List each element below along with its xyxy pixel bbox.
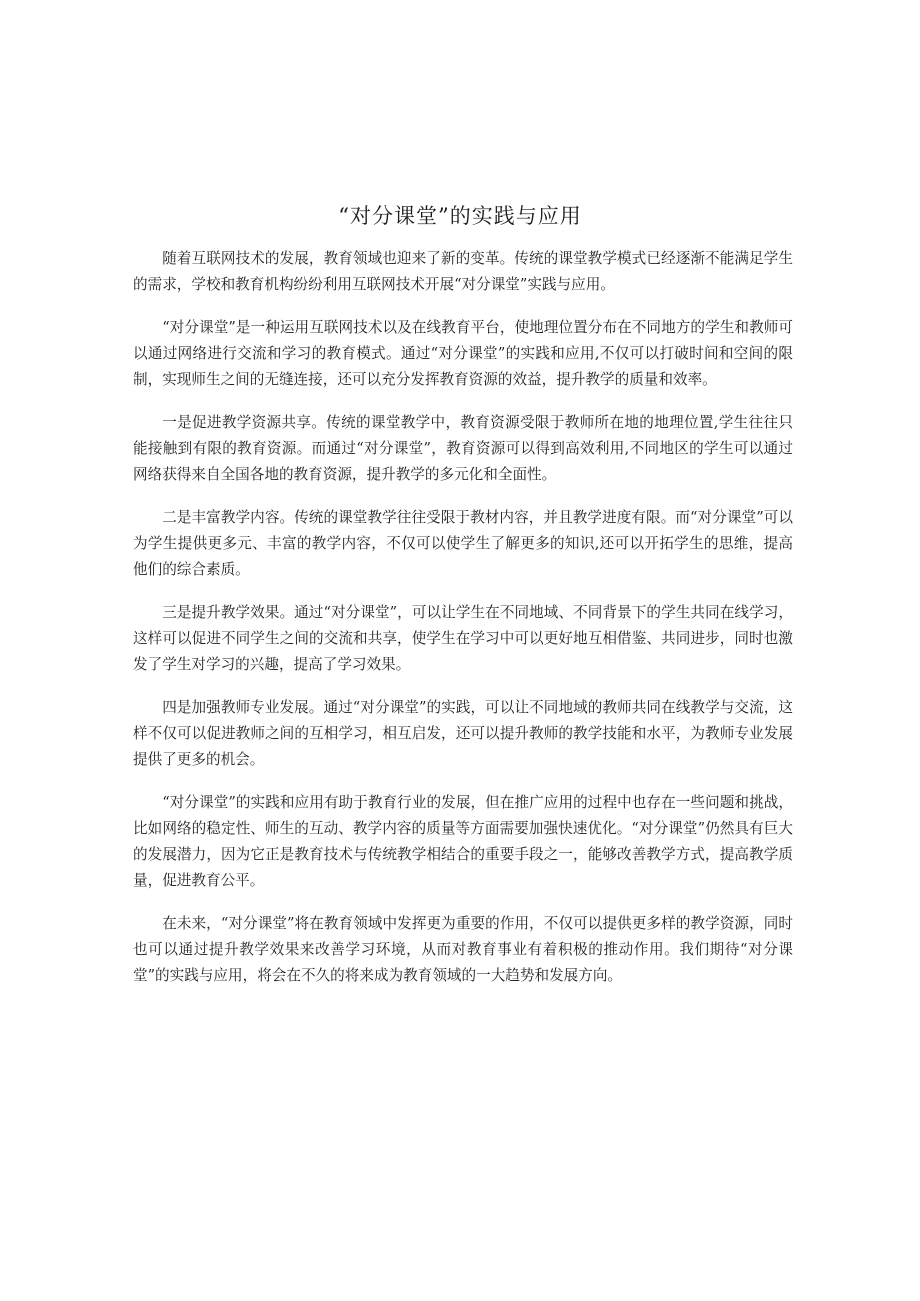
paragraph: 一是促进教学资源共享。传统的课堂教学中，教育资源受限于教师所在地的地理位置,学生往往只能接触到有限的教育资源。而通过“对分课堂”，教育资源可以得到高效利用,不同地区的学生可以通过网络获得来自全国各地的教育资源，提升教学的多元化和全面性。 — [133, 414, 793, 483]
paragraph: 在未来，“对分课堂”将在教育领域中发挥更为重要的作用，不仅可以提供更多样的教学资源，同时也可以通过提升教学效果来改善学习环境，从而对教育事业有着积极的推动作用。我们期待“对分课堂”的实践与应用，将会在不久的将来成为教育领域的一大趋势和发展方向。 — [133, 915, 793, 984]
paragraph: 随着互联网技术的发展，教育领域也迎来了新的变革。传统的课堂教学模式已经逐渐不能满足学生的需求，学校和教育机构纷纷利用互联网技术开展“对分课堂”实践与应用。 — [133, 250, 793, 293]
paragraph: 三是提升教学效果。通过“对分课堂”，可以让学生在不同地域、不同背景下的学生共同在线学习，这样可以促进不同学生之间的交流和共享，使学生在学习中可以更好地互相借鉴、共同进步，同时也激发了学生对学习的兴趣，提高了学习效果。 — [133, 604, 793, 673]
paragraph: 四是加强教师专业发展。通过“对分课堂”的实践，可以让不同地域的教师共同在线教学与交流，这样不仅可以促进教师之间的互相学习，相互启发，还可以提升教师的教学技能和水平，为教师专业发展提供了更多的机会。 — [133, 699, 793, 768]
paragraph: “对分课堂”的实践和应用有助于教育行业的发展，但在推广应用的过程中也存在一些问题和挑战，比如网络的稳定性、师生的互动、教学内容的质量等方面需要加强快速优化。“对分课堂”仍然具有巨大的发展潜力，因为它正是教育技术与传统教学相结合的重要手段之一，能够改善教学方式，提高教学质量，促进教育公平。 — [133, 794, 793, 889]
paragraph: 二是丰富教学内容。传统的课堂教学往往受限于教材内容，并且教学进度有限。而“对分课堂”可以为学生提供更多元、丰富的教学内容，不仅可以使学生了解更多的知识,还可以开拓学生的思维，提高他们的综合素质。 — [133, 509, 793, 578]
document-title: “对分课堂”的实践与应用 — [338, 204, 582, 228]
paragraph: “对分课堂”是一种运用互联网技术以及在线教育平台，使地理位置分布在不同地方的学生和教师可以通过网络进行交流和学习的教育模式。通过“对分课堂”的实践和应用,不仅可以打破时间和空间的限制，实现师生之间的无缝连接，还可以充分发挥教育资源的效益，提升教学的质量和效率。 — [133, 319, 793, 388]
document-body — [133, 246, 793, 1006]
